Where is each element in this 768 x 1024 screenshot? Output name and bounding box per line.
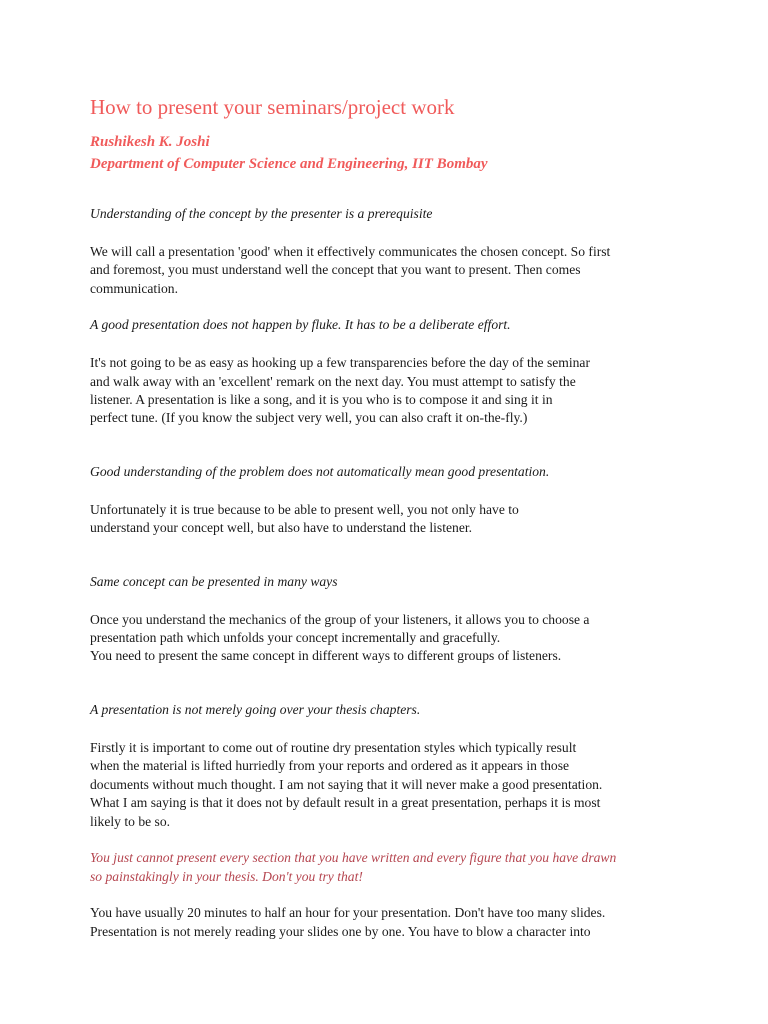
body-line: presentation path which unfolds your concept incrementally and gracefully. (90, 630, 501, 646)
body-line: when the material is lifted hurriedly from your reports and ordered as it appears in those (90, 758, 570, 774)
body-line: Unfortunately it is true because to be able to present well, you not only have to (90, 501, 519, 517)
emphasis-line: so painstakingly in your thesis. Don't you try that! (90, 868, 363, 884)
section-body-prerequisite (90, 243, 690, 298)
page-title: How to present your seminars/project work (90, 95, 455, 119)
body-line: likely to be so. (90, 813, 171, 829)
author-department: Department of Computer Science and Engineering, IIT Bombay (90, 156, 488, 172)
body-line: understand your concept well, but also have to understand the listener. (90, 520, 473, 536)
body-line: documents without much thought. I am not saying that it will never make a good presentation. (90, 776, 603, 792)
body-line: What I am saying is that it does not by default result in a great presentation, perhaps it is most (90, 795, 601, 811)
body-line: You have usually 20 minutes to half an hour for your presentation. Don't have too many slides. (90, 905, 606, 921)
section-heading-good-understanding: Good understanding of the problem does not automatically mean good presentation. (90, 463, 550, 479)
body-line: It's not going to be as easy as hooking up a few transparencies before the day of the seminar (90, 355, 590, 371)
body-line: communication. (90, 280, 178, 296)
document-page (90, 93, 690, 941)
section-body-many-ways (90, 611, 690, 666)
final-body-paragraph (90, 904, 690, 941)
author-block (90, 131, 690, 175)
body-line: and walk away with an 'excellent' remark on the next day. You must attempt to satisfy the (90, 373, 576, 389)
body-line: Firstly it is important to come out of routine dry presentation styles which typically result (90, 739, 577, 755)
body-line: We will call a presentation 'good' when it effectively communicates the chosen concept. So first (90, 244, 611, 259)
section-body-good-understanding (90, 501, 690, 538)
body-line: You need to present the same concept in different ways to different groups of listeners. (90, 648, 562, 664)
body-line: perfect tune. (If you know the subject very well, you can also craft it on-the-fly.) (90, 410, 528, 426)
section-heading-many-ways: Same concept can be presented in many ways (90, 573, 338, 589)
section-body-thesis-chapters (90, 739, 690, 831)
section-heading-thesis-chapters: A presentation is not merely going over your thesis chapters. (90, 701, 421, 717)
emphasis-paragraph (90, 849, 690, 886)
section-body-deliberate-effort (90, 354, 690, 428)
emphasis-line: You just cannot present every section that you have written and every figure that you have drawn (90, 849, 617, 865)
body-line: Once you understand the mechanics of the group of your listeners, it allows you to choose a (90, 611, 590, 627)
body-line: and foremost, you must understand well the concept that you want to present. Then comes (90, 262, 581, 278)
section-heading-deliberate-effort: A good presentation does not happen by fluke. It has to be a deliberate effort. (90, 317, 511, 333)
section-heading-prerequisite: Understanding of the concept by the presenter is a prerequisite (90, 206, 433, 221)
author-name: Rushikesh K. Joshi (90, 134, 210, 150)
body-line: listener. A presentation is like a song, and it is you who is to compose it and sing it in (90, 392, 553, 408)
body-line: Presentation is not merely reading your slides one by one. You have to blow a character into (90, 923, 591, 939)
